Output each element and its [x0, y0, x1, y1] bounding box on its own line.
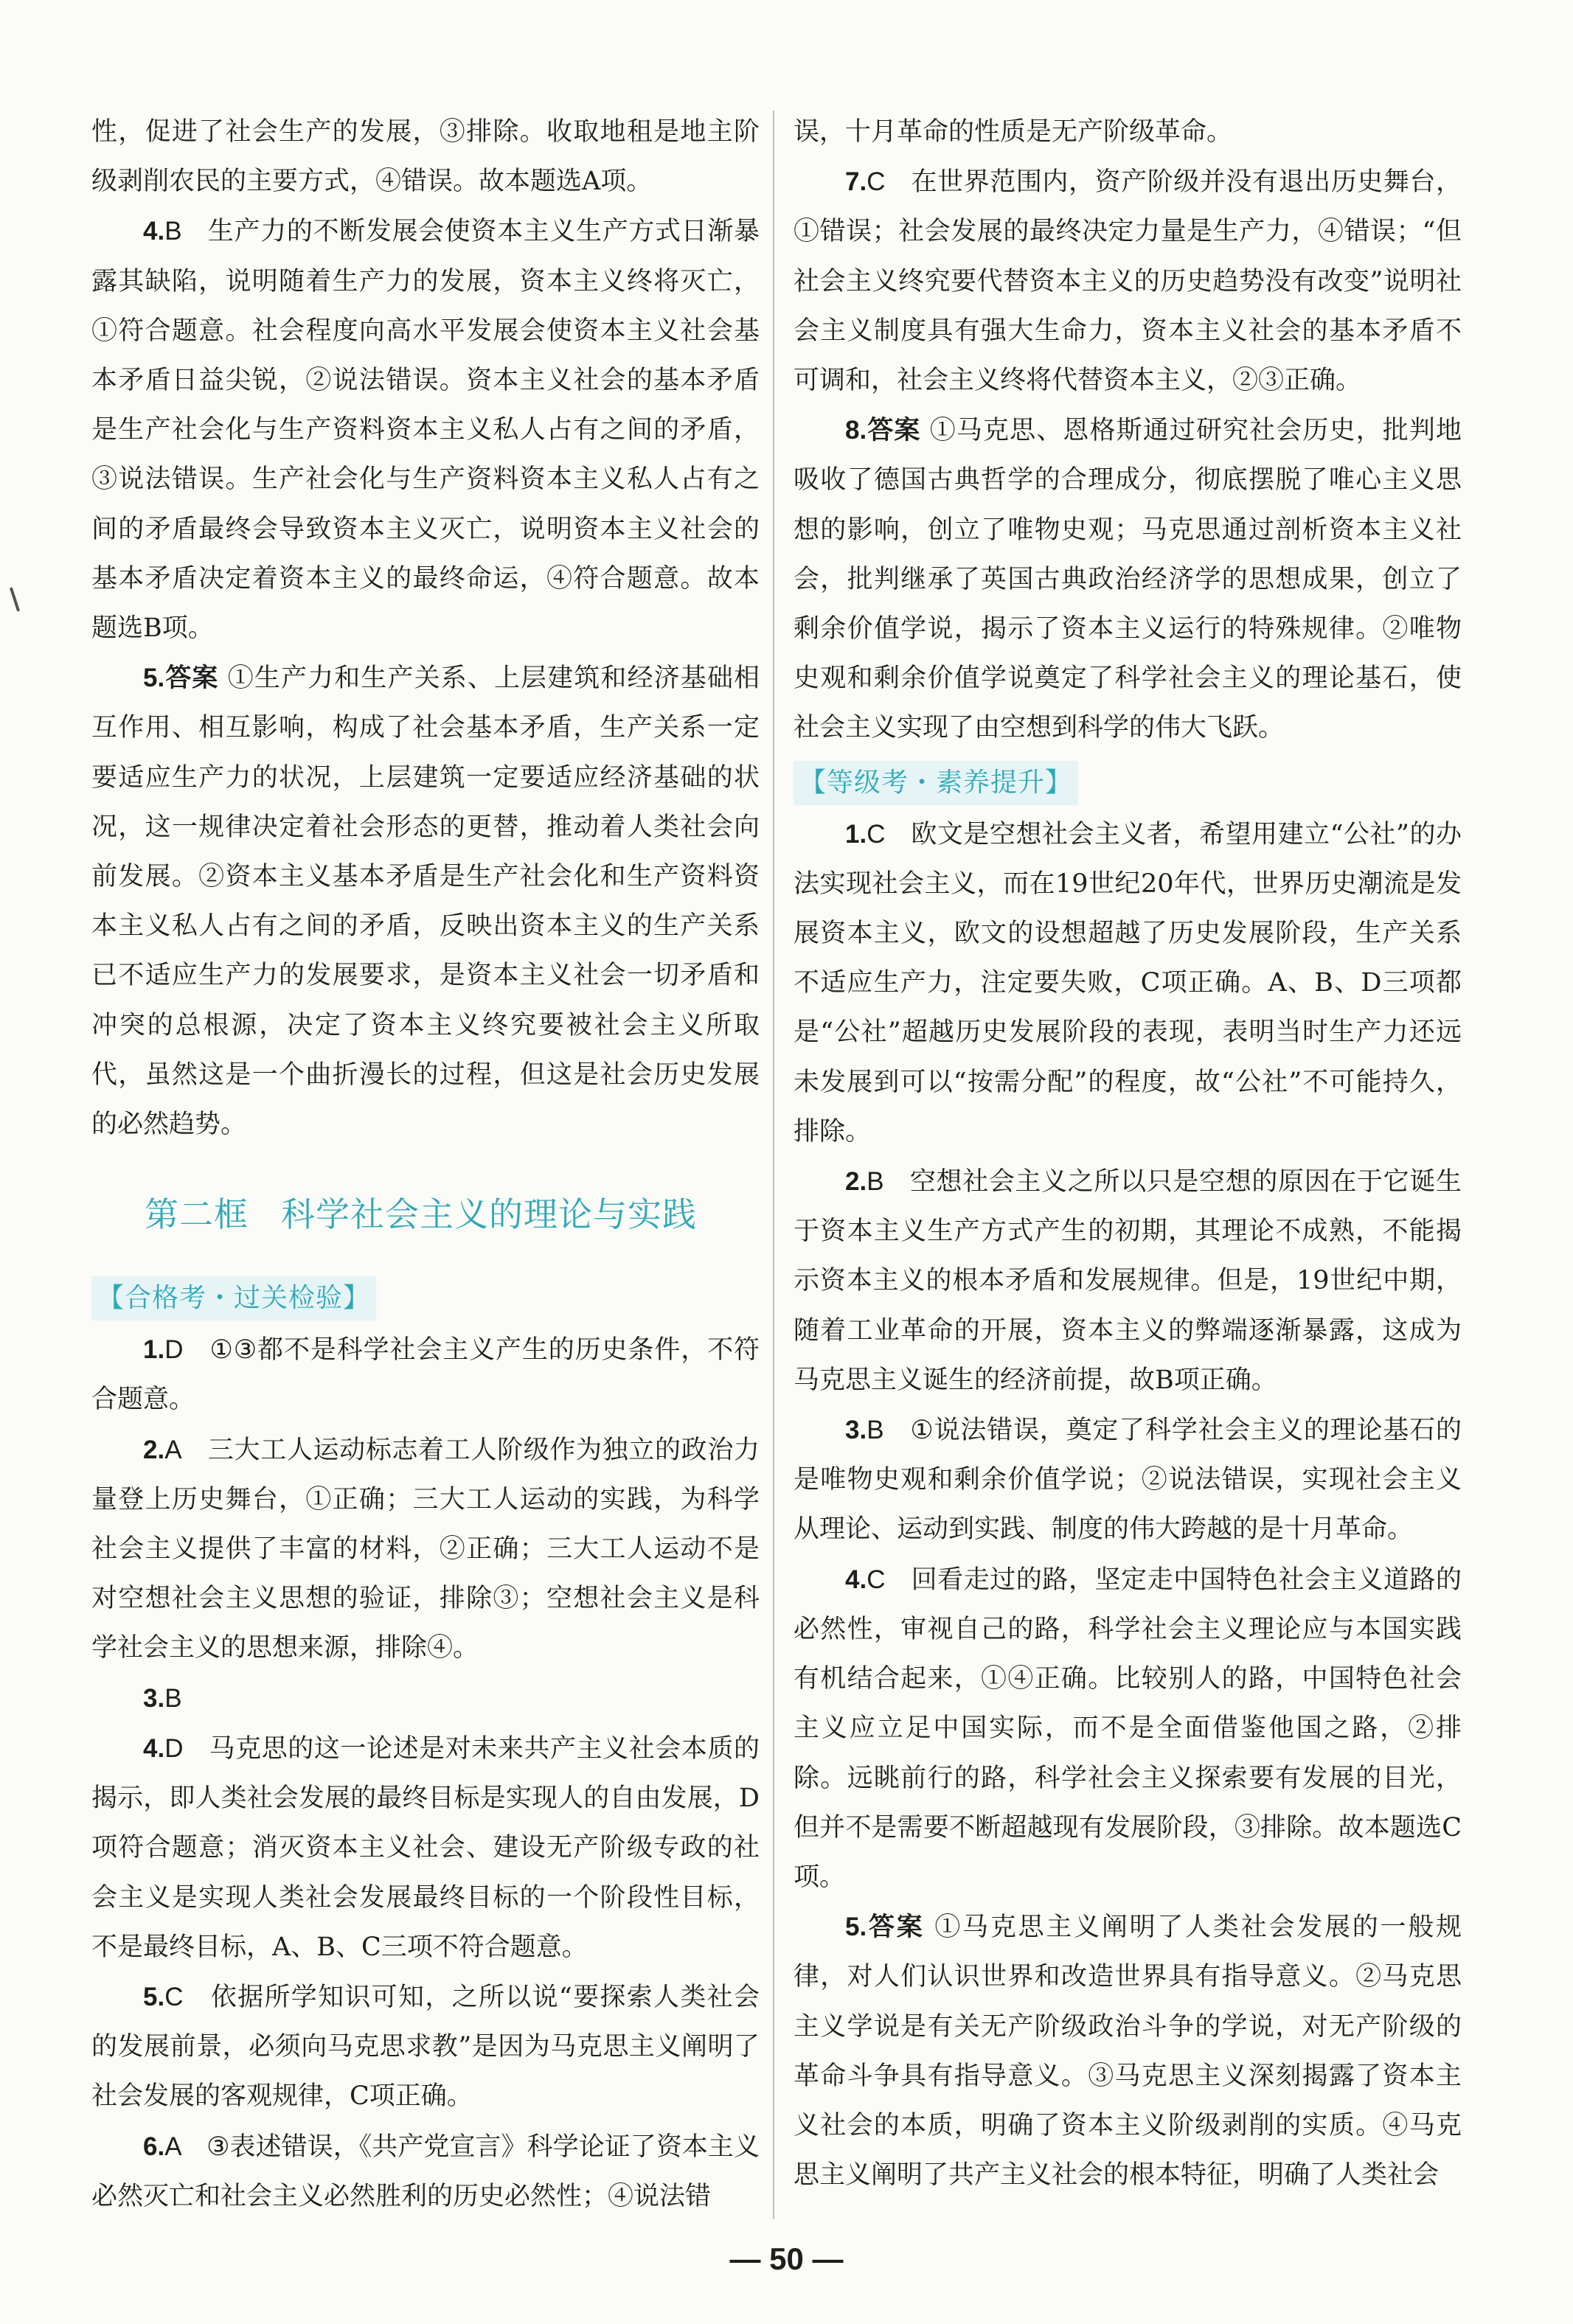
- answer-item: [91, 1972, 760, 2122]
- answer-item: [91, 206, 760, 653]
- answer-explanation: 马克思的这一论述是对未来共产主义社会本质的揭示，即人类社会发展的最终目标是实现人的自由发展，D项符合题意；消灭资本主义社会、建设无产阶级专政的社会主义是实现人类社会发展最终目标的一个阶段性目标，不是最终目标，A、B、C三项不符合题意。: [91, 1733, 760, 1962]
- section-heading: [145, 1192, 760, 1236]
- answer-item: [794, 1405, 1462, 1555]
- answer-explanation: 生产力的不断发展会使资本主义生产方式日渐暴露其缺陷，说明随着生产力的发展，资本主义终将灭亡，①符合题意。社会程度向高水平发展会使资本主义社会基本矛盾日益尖锐，②说法错误。资本主义社会的基本矛盾是生产社会化与生产资料资本主义私人占有之间的矛盾，③说法错误。生产社会化与生产资料资本主义私人占有之间的矛盾最终会导致资本主义灭亡，说明资本主义社会的基本矛盾决定着资本主义的最终命运，④符合题意。故本题选B项。: [91, 217, 760, 644]
- answer-explanation: ①③都不是科学社会主义产生的历史条件，不符合题意。: [91, 1335, 760, 1415]
- question-number: 3.: [143, 1683, 165, 1713]
- answer-choice: D: [164, 1733, 184, 1763]
- question-number: 2.: [845, 1167, 867, 1197]
- answer-explanation: 在世界范围内，资产阶级并没有退出历史舞台，①错误；社会发展的最终决定力量是生产力，④错误；“但社会主义终究要代替资本主义的历史趋势没有改变”说明社会主义制度具有强大生命力，资本主义社会的基本矛盾不可调和，社会主义终将代替资本主义，②③正确。: [794, 167, 1462, 396]
- question-number: 2.: [143, 1435, 165, 1464]
- answer-explanation: 回看走过的路，坚定走中国特色社会主义道路的必然性，审视自己的路，科学社会主义理论应与本国实践有机结合起来，①④正确。比较别人的路，中国特色社会主义应立足中国实际，而不是全面借鉴他国之路，②排除。远眺前行的路，科学社会主义探索要有发展的目光，但并不是需要不断超越现有发展阶段，③排除。故本题选C项。: [794, 1565, 1462, 1892]
- answer-choice: B: [867, 1167, 884, 1197]
- question-number: 1.: [845, 819, 867, 849]
- answer-explanation: ①生产力和生产关系、上层建筑和经济基础相互作用、相互影响，构成了社会基本矛盾，生产关系一定要适应生产力的状况，上层建筑一定要适应经济基础的状况，这一规律决定着社会形态的更替，推动着人类社会向前发展。②资本主义基本矛盾是生产社会化和生产资料资本主义私人占有之间的矛盾，反映出资本主义的生产关系已不适应生产力的发展要求，是资本主义社会一切矛盾和冲突的总根源，决定了资本主义终究要被社会主义所取代，虽然这是一个曲折漫长的过程，但这是社会历史发展的必然趋势。: [91, 664, 760, 1140]
- section-heading-title: 科学社会主义的理论与实践: [281, 1194, 697, 1235]
- answer-explanation: 三大工人运动标志着工人阶级作为独立的政治力量登上历史舞台，①正确；三大工人运动的实践，为科学社会主义提供了丰富的材料，②正确；三大工人运动不是对空想社会主义思想的验证，排除③；空想社会主义是科学社会主义的思想来源，排除④。: [91, 1435, 760, 1663]
- answer-choice: C: [867, 1565, 886, 1594]
- answer-explanation: ③表述错误，《共产党宣言》科学论证了资本主义必然灭亡和社会主义必然胜利的历史必然性；④说法错: [91, 2132, 760, 2211]
- answer-choice: A: [164, 1435, 182, 1464]
- answer-choice: C: [867, 819, 886, 849]
- question-number: 4.: [143, 217, 165, 246]
- answer-item: [91, 1425, 760, 1674]
- column-divider: [773, 111, 774, 2219]
- answer-item: [91, 1325, 760, 1424]
- answer-label: 答案: [867, 1913, 925, 1942]
- qualifying-exam-tag: 【合格考・过关检验】: [91, 1276, 376, 1321]
- answer-choice: A: [164, 2132, 182, 2161]
- answer-explanation: 误，十月革命的性质是无产阶级革命。: [794, 117, 1233, 147]
- answer-choice: D: [164, 1335, 184, 1365]
- answer-item: [794, 108, 1462, 157]
- left-answers-block-2: [91, 1325, 760, 2222]
- page-number: — 50 —: [729, 2241, 844, 2276]
- question-number: 8.: [845, 416, 867, 445]
- answer-item: [794, 406, 1462, 753]
- answer-choice: B: [164, 217, 182, 246]
- answer-item: [91, 2122, 760, 2222]
- answer-explanation: 空想社会主义之所以只是空想的原因在于它诞生于资本主义生产方式产生的初期，其理论不成熟，不能揭示资本主义的根本矛盾和发展规律。但是，19世纪中期，随着工业革命的开展，资本主义的弊端逐渐暴露，这成为马克思主义诞生的经济前提，故B项正确。: [794, 1167, 1462, 1395]
- answer-item: [794, 1902, 1462, 2200]
- answer-choice: B: [164, 1683, 182, 1713]
- answer-choice: C: [867, 167, 886, 197]
- question-number: 4.: [143, 1733, 165, 1763]
- question-number: 5.: [143, 664, 165, 693]
- margin-pen-mark: [10, 587, 20, 612]
- right-answers-block-1: [794, 108, 1462, 754]
- right-answers-block-2: [794, 810, 1462, 2201]
- answer-choice: C: [164, 1982, 184, 2011]
- right-column: [794, 108, 1462, 2200]
- section-heading-number: 第二框: [145, 1194, 249, 1235]
- question-number: 4.: [845, 1565, 867, 1594]
- question-number: 6.: [143, 2132, 165, 2161]
- answer-item: [91, 653, 760, 1149]
- answer-choice: B: [867, 1416, 884, 1445]
- answer-label: 答案: [867, 416, 921, 445]
- question-number: 3.: [845, 1416, 867, 1445]
- answer-item: [794, 157, 1462, 406]
- answer-explanation: 欧文是空想社会主义者，希望用建立“公社”的办法实现社会主义，而在19世纪20年代，世界历史潮流是发展资本主义，欧文的设想超越了历史发展阶段，生产关系不适应生产力，注定要失败，C项正确。A、B、D三项都是“公社”超越历史发展阶段的表现，表明当时生产力还远未发展到可以“按需分配”的程度，故“公社”不可能持久，排除。: [794, 819, 1462, 1147]
- left-answers-block-1: [91, 108, 760, 1149]
- answer-label: 答案: [164, 664, 219, 693]
- answer-explanation: 依据所学知识可知，之所以说“要探索人类社会的发展前景，必须向马克思求教”是因为马克思主义阐明了社会发展的客观规律，C项正确。: [91, 1982, 760, 2112]
- answer-item: [91, 1724, 760, 1972]
- answer-item: [91, 1674, 760, 1724]
- answer-item: [794, 1157, 1462, 1405]
- answer-explanation: ①马克思、恩格斯通过研究社会历史，批判地吸收了德国古典哲学的合理成分，彻底摆脱了唯心主义思想的影响，创立了唯物史观；马克思通过剖析资本主义社会，批判继承了英国古典政治经济学的思想成果，创立了剩余价值学说，揭示了资本主义运行的特殊规律。②唯物史观和剩余价值学说奠定了科学社会主义的理论基石，使社会主义实现了由空想到科学的伟大飞跃。: [794, 416, 1462, 743]
- answer-explanation: 性，促进了社会生产的发展，③排除。收取地租是地主阶级剥削农民的主要方式，④错误。故本题选A项。: [91, 117, 760, 197]
- question-number: 5.: [143, 1982, 165, 2011]
- answer-item: [91, 108, 760, 206]
- left-column: [91, 108, 760, 2222]
- answer-item: [794, 810, 1462, 1157]
- answer-explanation: ①马克思主义阐明了人类社会发展的一般规律，对人们认识世界和改造世界具有指导意义。②马克思主义学说是有关无产阶级政治斗争的学说，对无产阶级的革命斗争具有指导意义。③马克思主义深刻揭露了资本主义社会的本质，明确了资本主义阶级剥削的实质。④马克思主义阐明了共产主义社会的根本特征，明确了人类社会: [794, 1913, 1462, 2191]
- question-number: 1.: [143, 1335, 165, 1365]
- grade-exam-tag: 【等级考・素养提升】: [794, 761, 1078, 805]
- answer-item: [794, 1555, 1462, 1902]
- question-number: 7.: [845, 167, 867, 197]
- answer-explanation: ①说法错误，奠定了科学社会主义的理论基石的是唯物史观和剩余价值学说；②说法错误，实现社会主义从理论、运动到实践、制度的伟大跨越的是十月革命。: [794, 1416, 1462, 1545]
- question-number: 5.: [845, 1913, 867, 1942]
